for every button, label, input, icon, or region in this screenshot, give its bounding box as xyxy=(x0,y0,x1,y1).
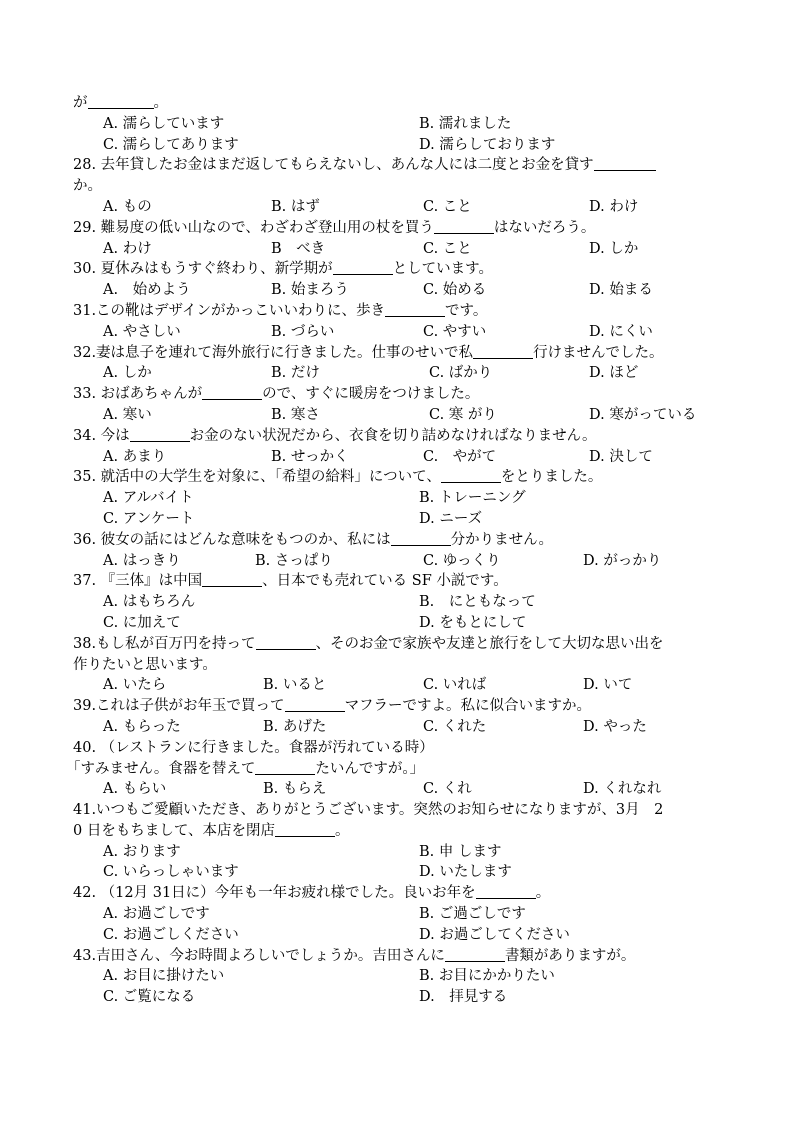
q34-option-d[interactable]: D. 決して xyxy=(589,448,653,465)
q39-option-a[interactable]: A. もらった xyxy=(103,718,181,735)
q39-option-b[interactable]: B. あげた xyxy=(263,718,327,735)
q32-option-c[interactable]: C. ばかり xyxy=(429,365,493,382)
q42-options-row2 xyxy=(73,925,794,946)
exam-page xyxy=(0,93,794,1008)
q36-option-c[interactable]: C. ゆっくり xyxy=(423,552,501,569)
q34-stem-post: お金のない状況だから、衣食を切り詰めなければなりません。 xyxy=(189,427,597,444)
q32-stem-pre: 32.妻は息子を連れて海外旅行に行きました。仕事のせいで私 xyxy=(73,344,474,361)
q41-stem-text: 41.いつもご愛顧いただき、ありがとうございます。突然のお知らせになりますが、3月 2 xyxy=(73,802,664,819)
q29-stem-post: はないだろう。 xyxy=(493,219,596,236)
q41-options-row2 xyxy=(73,862,794,883)
q38-options xyxy=(73,675,794,696)
q31-stem-pre: 31.この靴はデザインがかっこいいわりに、歩き xyxy=(73,302,386,319)
q37-option-d[interactable]: D. をもとにして xyxy=(419,614,527,631)
q38-stem-post: 、そのお金で家族や友達と旅行をして大切な思い出を xyxy=(315,635,664,652)
q41-stem-post: 。 xyxy=(335,822,350,839)
q43-stem-post: 書類がありますが。 xyxy=(504,947,636,964)
q38-stem-cont xyxy=(73,655,794,676)
q30-options xyxy=(73,280,794,301)
q37-option-c[interactable]: C. に加えて xyxy=(103,614,181,631)
q43-option-c[interactable]: C. ご覧になる xyxy=(103,989,196,1006)
q43-stem xyxy=(73,946,794,967)
answer-blank xyxy=(473,343,533,359)
q32-options xyxy=(73,363,794,384)
q28-stem-text-2: か。 xyxy=(73,178,102,195)
q34-stem-pre: 34. 今は xyxy=(73,427,130,444)
q40-option-b[interactable]: B. もらえ xyxy=(263,781,327,798)
q31-options xyxy=(73,322,794,343)
q41-option-c[interactable]: C. いらっしゃいます xyxy=(103,864,239,881)
q29-stem-pre: 29. 難易度の低い山なので、わざわざ登山用の杖を買う xyxy=(73,219,434,236)
answer-blank xyxy=(434,218,494,234)
q29-option-d[interactable]: D. しか xyxy=(589,240,639,257)
q28-stem-cont xyxy=(73,176,794,197)
q39-options xyxy=(73,717,794,738)
q35-option-b[interactable]: B. トレーニング xyxy=(419,490,526,507)
answer-blank xyxy=(445,946,505,962)
q27-option-c[interactable]: C. 濡らしてあります xyxy=(103,136,239,153)
q38-option-d[interactable]: D. いて xyxy=(583,677,633,694)
q38-option-b[interactable]: B. いると xyxy=(263,677,327,694)
q34-options xyxy=(73,447,794,468)
q31-stem xyxy=(73,301,794,322)
q34-stem xyxy=(73,426,794,447)
answer-blank xyxy=(476,883,536,899)
q35-stem xyxy=(73,467,794,488)
q34-option-b[interactable]: B. せっかく xyxy=(271,448,349,465)
q43-option-b[interactable]: B. お目にかかりたい xyxy=(419,968,555,985)
q41-option-d[interactable]: D. いたします xyxy=(419,864,512,881)
q28-stem xyxy=(73,155,794,176)
q34-option-c[interactable]: C. やがて xyxy=(423,448,497,465)
q30-stem xyxy=(73,259,794,280)
q39-stem xyxy=(73,696,794,717)
q37-stem xyxy=(73,571,794,592)
answer-blank xyxy=(255,759,315,775)
q27-tail-end: 。 xyxy=(153,95,168,111)
q32-option-b[interactable]: B. だけ xyxy=(271,365,320,382)
q28-stem-text: 28. 去年貸したお金はまだ返してもらえないし、あんな人には二度とお金を貸す xyxy=(73,157,594,174)
q31-option-d[interactable]: D. にくい xyxy=(589,323,653,340)
answer-blank xyxy=(391,530,451,546)
q30-stem-pre: 30. 夏休みはもうすぐ終わり、新学期が xyxy=(73,261,333,278)
q37-stem-post: 、日本でも売れている SF 小説です。 xyxy=(262,573,508,590)
q30-option-d[interactable]: D. 始まる xyxy=(589,282,653,299)
q27-option-d[interactable]: D. 濡らしております xyxy=(419,136,556,153)
q27-options-row2 xyxy=(73,135,794,156)
q40-option-a[interactable]: A. もらい xyxy=(103,781,167,798)
q43-stem-pre: 43.吉田さん、今お時間よろしいでしょうか。吉田さんに xyxy=(73,947,445,964)
q36-options xyxy=(73,551,794,572)
q36-option-a[interactable]: A. はっきり xyxy=(103,552,181,569)
q28-options xyxy=(73,197,794,218)
q33-option-a[interactable]: A. 寒い xyxy=(103,406,152,423)
answer-blank xyxy=(130,426,190,442)
q42-options-row1 xyxy=(73,904,794,925)
answer-blank xyxy=(285,696,345,712)
q38-stem-text-2: 作りたいと思います。 xyxy=(73,656,217,673)
q40-stem-pre: 「すみません。食器を替えて xyxy=(66,760,256,777)
q27-tail-text: が xyxy=(73,95,88,111)
q41-option-b[interactable]: B. 申 します xyxy=(419,843,502,860)
q31-option-b[interactable]: B. づらい xyxy=(271,323,335,340)
q41-stem xyxy=(73,800,794,821)
answer-blank xyxy=(333,259,393,275)
q42-option-b[interactable]: B. ご過ごしです xyxy=(419,906,526,923)
q30-option-a[interactable]: A. 始めよう xyxy=(103,282,191,299)
q41-stem-cont xyxy=(73,821,794,842)
q43-options-row2 xyxy=(73,987,794,1008)
q36-option-d[interactable]: D. がっかり xyxy=(583,552,662,569)
q41-option-a[interactable]: A. おります xyxy=(103,843,181,860)
q32-stem xyxy=(73,343,794,364)
q32-option-a[interactable]: A. しか xyxy=(103,365,152,382)
q40-stem xyxy=(73,738,794,759)
q42-stem xyxy=(73,883,794,904)
q29-option-a[interactable]: A. わけ xyxy=(103,240,152,257)
q39-stem-pre: 39.これは子供がお年玉で買って xyxy=(73,698,285,715)
q37-option-b[interactable]: B. にともなって xyxy=(419,594,536,611)
q29-option-b[interactable]: B べき xyxy=(271,240,326,257)
q38-stem-pre: 38.もし私が百万円を持って xyxy=(73,635,256,652)
q35-stem-pre: 35. 就活中の大学生を対象に、「希望の給料」について、 xyxy=(73,469,441,486)
q35-option-d[interactable]: D. ニーズ xyxy=(419,510,483,527)
q37-stem-pre: 37. 『三体』は中国 xyxy=(73,573,203,590)
q31-option-c[interactable]: C. やすい xyxy=(423,323,487,340)
q33-stem xyxy=(73,384,794,405)
q32-stem-post: 行けませんでした。 xyxy=(533,344,664,361)
q33-option-c[interactable]: C. 寒 がり xyxy=(429,406,497,423)
q40-options xyxy=(73,779,794,800)
q35-options-row1 xyxy=(73,488,794,509)
q39-option-c[interactable]: C. くれた xyxy=(423,718,487,735)
q30-option-c[interactable]: C. 始める xyxy=(423,282,487,299)
q35-option-a[interactable]: A. アルバイト xyxy=(103,490,194,507)
q42-option-c[interactable]: C. お過ごしください xyxy=(103,926,239,943)
q36-stem xyxy=(73,530,794,551)
q37-option-a[interactable]: A. はもちろん xyxy=(103,594,196,611)
q33-option-d[interactable]: D. 寒がっている xyxy=(589,406,697,423)
q39-stem-post: マフラーですよ。私に似合いますか。 xyxy=(344,698,592,715)
q42-stem-pre: 42. （12月 31日に）今年も一年お疲れ様でした。良いお年を xyxy=(73,885,476,902)
q31-option-a[interactable]: A. やさしい xyxy=(103,323,181,340)
answer-blank xyxy=(275,821,335,837)
q35-stem-post: をとりました。 xyxy=(500,469,603,486)
q36-stem-post: 分かりません。 xyxy=(450,531,554,548)
q43-option-d[interactable]: D. 拝見する xyxy=(419,989,508,1006)
q42-option-d[interactable]: D. お過ごしてください xyxy=(419,926,570,943)
answer-blank xyxy=(594,155,656,171)
q32-option-d[interactable]: D. ほど xyxy=(589,365,639,382)
q40-option-c[interactable]: C. くれ xyxy=(423,781,472,798)
answer-blank xyxy=(202,384,262,400)
q38-stem xyxy=(73,634,794,655)
q42-option-a[interactable]: A. お過ごしです xyxy=(103,906,210,923)
q28-option-b[interactable]: B. はず xyxy=(271,198,320,215)
q28-option-c[interactable]: C. こと xyxy=(423,198,472,215)
q40-stem-text: 40. （レストランに行きました。食器が汚れている時） xyxy=(73,739,434,756)
q27-option-a[interactable]: A. 濡らしています xyxy=(103,115,225,132)
q36-stem-pre: 36. 彼女の話にはどんな意味をもつのか、私には xyxy=(73,531,391,548)
answer-blank xyxy=(256,634,316,650)
answer-blank xyxy=(88,93,154,109)
q41-stem-pre: 0 日をもちまして、本店を閉店 xyxy=(73,822,276,839)
q41-options-row1 xyxy=(73,842,794,863)
q38-option-a[interactable]: A. いたら xyxy=(103,677,167,694)
q34-option-a[interactable]: A. あまり xyxy=(103,448,167,465)
q37-options-row1 xyxy=(73,592,794,613)
q30-option-b[interactable]: B. 始まろう xyxy=(271,282,349,299)
answer-blank xyxy=(385,301,445,317)
q31-stem-post: です。 xyxy=(445,302,488,319)
q27-option-b[interactable]: B. 濡れました xyxy=(419,115,512,132)
q40-stem-cont xyxy=(66,759,794,780)
answer-blank xyxy=(441,467,501,483)
q27-options-row1 xyxy=(73,114,794,135)
q33-option-b[interactable]: B. 寒さ xyxy=(271,406,320,423)
q33-stem-pre: 33. おばあちゃんが xyxy=(73,386,203,403)
q29-options xyxy=(73,239,794,260)
q29-stem xyxy=(73,218,794,239)
q27-tail xyxy=(73,93,794,114)
q28-option-d[interactable]: D. わけ xyxy=(589,198,639,215)
q29-option-c[interactable]: C. こと xyxy=(423,240,472,257)
q33-stem-post: ので、すぐに暖房をつけました。 xyxy=(262,386,480,403)
q38-option-c[interactable]: C. いれば xyxy=(423,677,487,694)
q33-options xyxy=(73,405,794,426)
q37-options-row2 xyxy=(73,613,794,634)
q42-stem-post: 。 xyxy=(535,885,551,902)
q28-option-a[interactable]: A. もの xyxy=(103,198,152,215)
q43-option-a[interactable]: A. お目に掛けたい xyxy=(103,968,225,985)
q35-option-c[interactable]: C. アンケート xyxy=(103,510,195,527)
q35-options-row2 xyxy=(73,509,794,530)
q40-option-d[interactable]: D. くれなれ xyxy=(583,781,662,798)
q36-option-b[interactable]: B. さっぱり xyxy=(255,552,333,569)
q30-stem-post: としています。 xyxy=(392,261,494,278)
q39-option-d[interactable]: D. やった xyxy=(583,718,647,735)
answer-blank xyxy=(202,571,262,587)
q40-stem-post: たいんですが。」 xyxy=(315,760,425,777)
q43-options-row1 xyxy=(73,966,794,987)
